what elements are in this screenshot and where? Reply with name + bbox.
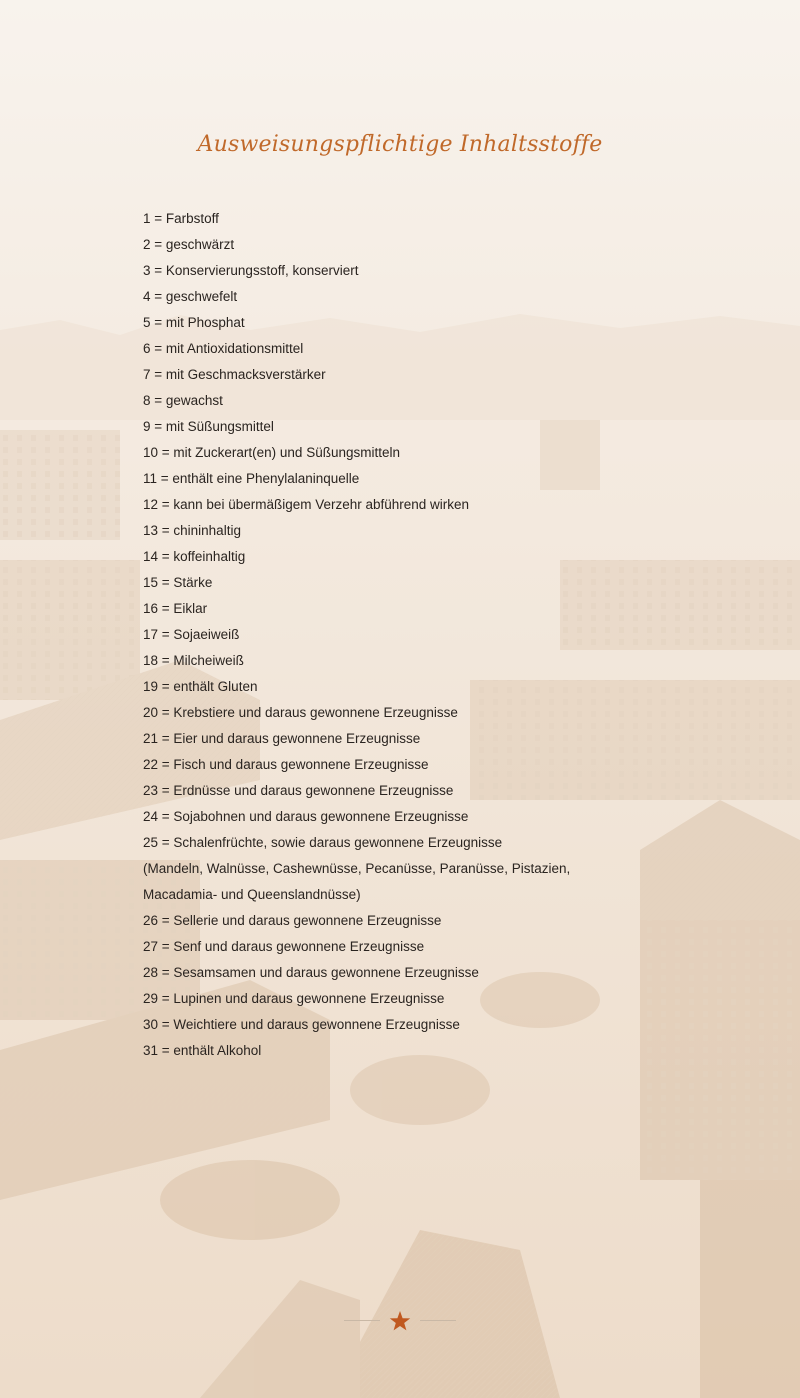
list-item: 11 = enthält eine Phenylalaninquelle — [143, 471, 360, 486]
list-item: 6 = mit Antioxidationsmittel — [143, 341, 304, 356]
list-item: 8 = gewachst — [143, 393, 223, 408]
list-item: 30 = Weichtiere und daraus gewonnene Erzeugnisse — [143, 1017, 460, 1032]
list-item: 16 = Eiklar — [143, 601, 208, 616]
list-item: 29 = Lupinen und daraus gewonnene Erzeugnisse — [143, 991, 445, 1006]
page-title: Ausweisungspflichtige Inhaltsstoffe — [197, 132, 603, 157]
list-item: 25 = Schalenfrüchte, sowie daraus gewonnene Erzeugnisse — [143, 835, 503, 850]
allergen-list — [143, 206, 703, 1064]
list-item-continuation: (Mandeln, Walnüsse, Cashewnüsse, Pecanüsse, Paranüsse, Pistazien, — [143, 861, 571, 876]
list-item: 19 = enthält Gluten — [143, 679, 258, 694]
list-item: 4 = geschwefelt — [143, 289, 238, 304]
list-item: 9 = mit Süßungsmittel — [143, 419, 274, 434]
list-item: 15 = Stärke — [143, 575, 213, 590]
list-item: 1 = Farbstoff — [143, 211, 219, 226]
footer-ornament — [0, 1306, 800, 1336]
list-item: 20 = Krebstiere und daraus gewonnene Erzeugnisse — [143, 705, 458, 720]
list-item: 12 = kann bei übermäßigem Verzehr abführend wirken — [143, 497, 470, 512]
list-item: 13 = chininhaltig — [143, 523, 241, 538]
list-item: 2 = geschwärzt — [143, 237, 235, 252]
list-item: 22 = Fisch und daraus gewonnene Erzeugnisse — [143, 757, 429, 772]
list-item: 24 = Sojabohnen und daraus gewonnene Erzeugnisse — [143, 809, 469, 824]
list-item: 7 = mit Geschmacksverstärker — [143, 367, 326, 382]
list-item: 3 = Konservierungsstoff, konserviert — [143, 263, 359, 278]
list-item: 10 = mit Zuckerart(en) und Süßungsmitteln — [143, 445, 400, 460]
list-item: 27 = Senf und daraus gewonnene Erzeugnisse — [143, 939, 425, 954]
star-icon — [388, 1309, 412, 1333]
divider-right — [420, 1320, 456, 1321]
list-item: 31 = enthält Alkohol — [143, 1043, 262, 1058]
list-item: 21 = Eier und daraus gewonnene Erzeugnisse — [143, 731, 421, 746]
list-item: 14 = koffeinhaltig — [143, 549, 246, 564]
divider-left — [344, 1320, 380, 1321]
list-item: 23 = Erdnüsse und daraus gewonnene Erzeugnisse — [143, 783, 454, 798]
list-item: 5 = mit Phosphat — [143, 315, 245, 330]
list-item: 18 = Milcheiweiß — [143, 653, 244, 668]
list-item: 28 = Sesamsamen und daraus gewonnene Erzeugnisse — [143, 965, 479, 980]
list-item-continuation: Macadamia- und Queenslandnüsse) — [143, 887, 361, 902]
list-item: 17 = Sojaeiweiß — [143, 627, 240, 642]
list-item: 26 = Sellerie und daraus gewonnene Erzeugnisse — [143, 913, 442, 928]
